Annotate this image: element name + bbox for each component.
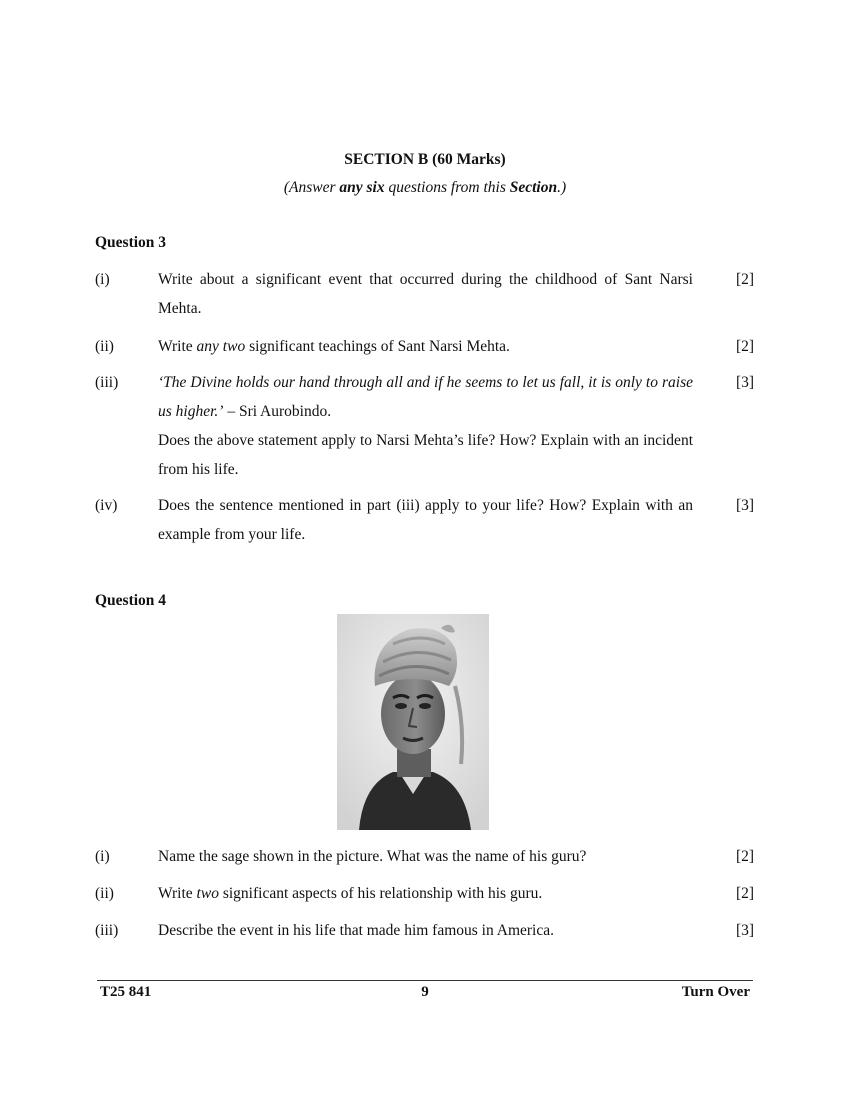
instruction-part: (Answer — [283, 179, 340, 196]
portrait-photo — [337, 614, 489, 830]
text-emphasis: any two — [196, 338, 246, 355]
q4-part-text: Name the sage shown in the picture. What was the name of his guru? — [158, 848, 587, 865]
q3-part-number: (iv) — [95, 497, 118, 514]
instruction-part: questions from this — [384, 179, 510, 196]
q3-part-text: Does the sentence mentioned in part (iii) apply to your life? How? Explain with an example from your life. — [158, 497, 693, 543]
q3-part-text — [158, 332, 693, 361]
q3-part-number: (i) — [95, 271, 110, 288]
q3-part-marks: [2] — [736, 271, 755, 288]
instruction-emphasis: Section — [509, 179, 558, 196]
instruction-part: .) — [557, 179, 567, 196]
q3-part-text — [158, 368, 693, 484]
text-emphasis: two — [196, 885, 219, 902]
turn-over-label: Turn Over — [681, 984, 750, 1000]
page-number: 9 — [421, 984, 429, 1000]
quote-paragraph — [158, 368, 693, 426]
section-instruction — [0, 179, 850, 197]
question-paragraph: Does the above statement apply to Narsi Mehta’s life? How? Explain with an incident from his life. — [158, 432, 693, 478]
q3-part-marks: [3] — [736, 374, 755, 391]
q4-part-number: (i) — [95, 848, 110, 865]
q4-part-text: Describe the event in his life that made him famous in America. — [158, 922, 554, 939]
q3-part-number: (iii) — [95, 374, 119, 391]
q3-part-marks: [3] — [736, 497, 755, 514]
q3-part-text: Write about a significant event that occurred during the childhood of Sant Narsi Mehta. — [158, 271, 693, 317]
section-title: SECTION B (60 Marks) — [344, 151, 506, 168]
question-3-heading: Question 3 — [95, 234, 167, 251]
q3-part-marks: [2] — [736, 338, 755, 355]
text-part: significant aspects of his relationship with his guru. — [218, 885, 543, 902]
text-part: Write — [158, 338, 197, 355]
q4-part-text — [158, 879, 693, 908]
quote: ‘The Divine holds our hand through all and if he seems to let us fall, it is only to raise us higher.’ — [158, 374, 693, 420]
q4-part-marks: [2] — [736, 885, 755, 902]
q3-part-number: (ii) — [95, 338, 114, 355]
paper-code: T25 841 — [100, 984, 152, 1000]
question-4-heading: Question 4 — [95, 592, 167, 609]
q4-part-number: (iii) — [95, 922, 119, 939]
quote-attribution: – Sri Aurobindo. — [223, 403, 332, 420]
footer-divider — [97, 980, 753, 981]
q4-part-marks: [3] — [736, 922, 755, 939]
q4-part-number: (ii) — [95, 885, 114, 902]
q4-part-marks: [2] — [736, 848, 755, 865]
text-part: significant teachings of Sant Narsi Mehta. — [245, 338, 510, 355]
instruction-emphasis: any six — [339, 179, 385, 196]
text-part: Write — [158, 885, 197, 902]
